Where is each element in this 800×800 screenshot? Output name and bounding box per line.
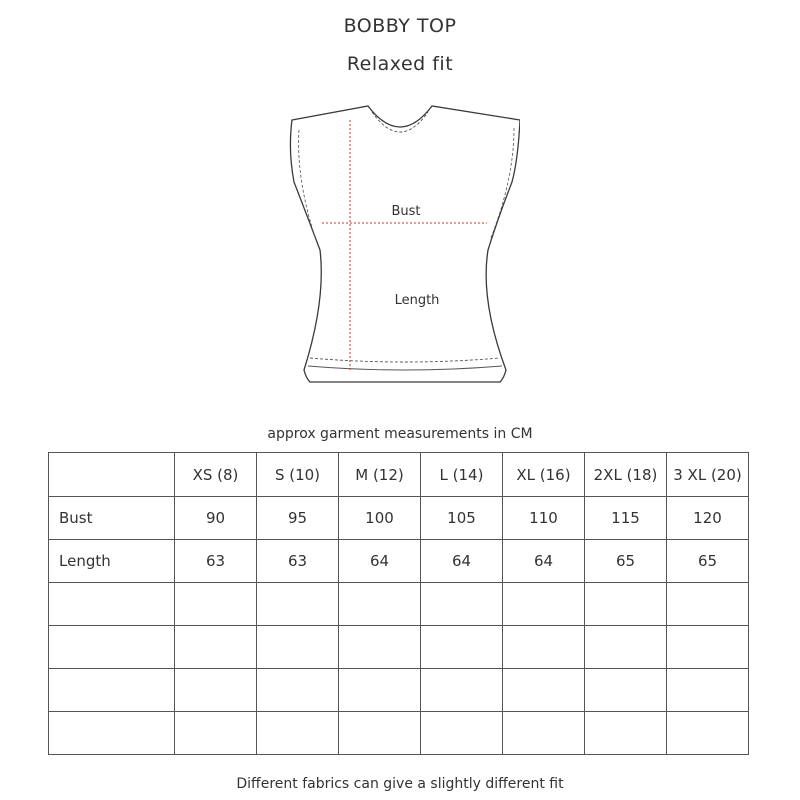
measurement-value-cell: 120	[667, 497, 749, 540]
measurement-value-cell: 65	[667, 540, 749, 583]
header-corner-cell	[49, 453, 175, 497]
measurement-label-cell	[49, 712, 175, 755]
measurement-label-cell: Bust	[49, 497, 175, 540]
measurement-value-cell	[339, 583, 421, 626]
armhole-stitch-right	[490, 128, 514, 240]
measurement-value-cell	[585, 626, 667, 669]
armhole-stitch-left	[299, 130, 316, 240]
measurement-value-cell: 105	[421, 497, 503, 540]
measurement-value-cell	[667, 626, 749, 669]
measurement-value-cell: 63	[175, 540, 257, 583]
measurement-value-cell	[257, 669, 339, 712]
measurement-value-cell: 64	[339, 540, 421, 583]
length-label: Length	[394, 293, 440, 308]
measurement-value-cell: 90	[175, 497, 257, 540]
size-header-cell: L (14)	[421, 453, 503, 497]
measurement-label-cell	[49, 669, 175, 712]
measurement-value-cell	[421, 712, 503, 755]
table-row	[49, 497, 749, 540]
measurement-value-cell	[667, 669, 749, 712]
measurement-value-cell	[667, 583, 749, 626]
measurement-value-cell	[339, 669, 421, 712]
measurement-value-cell: 95	[257, 497, 339, 540]
measurement-value-cell	[175, 712, 257, 755]
measurement-value-cell	[503, 669, 585, 712]
measurement-value-cell	[503, 626, 585, 669]
size-header-cell: 2XL (18)	[585, 453, 667, 497]
table-row	[49, 669, 749, 712]
measurement-value-cell	[257, 626, 339, 669]
measurement-value-cell: 100	[339, 497, 421, 540]
page-title: BOBBY TOP	[343, 15, 457, 37]
measurement-value-cell: 115	[585, 497, 667, 540]
measurement-value-cell	[421, 583, 503, 626]
measurement-value-cell	[503, 712, 585, 755]
measurement-value-cell: 64	[421, 540, 503, 583]
table-caption: approx garment measurements in CM	[267, 426, 533, 442]
size-header-cell: 3 XL (20)	[667, 453, 749, 497]
measurement-value-cell: 65	[585, 540, 667, 583]
top-outline	[290, 106, 520, 382]
fit-note: Different fabrics can give a slightly different fit	[236, 776, 564, 792]
hem-line	[308, 366, 502, 370]
size-header-cell: M (12)	[339, 453, 421, 497]
measurement-value-cell	[421, 669, 503, 712]
table-row	[49, 583, 749, 626]
size-header-cell: XL (16)	[503, 453, 585, 497]
bust-label: Bust	[391, 204, 421, 219]
measurement-label-cell	[49, 583, 175, 626]
measurement-value-cell	[667, 712, 749, 755]
garment-diagram	[280, 100, 520, 390]
hem-stitch	[310, 358, 500, 362]
measurement-value-cell	[585, 583, 667, 626]
measurement-value-cell	[175, 583, 257, 626]
table-row	[49, 626, 749, 669]
page-subtitle: Relaxed fit	[346, 53, 454, 75]
measurement-value-cell	[175, 669, 257, 712]
size-header-cell: XS (8)	[175, 453, 257, 497]
table-header-row	[49, 453, 749, 497]
size-table	[48, 452, 749, 755]
neckline-stitch	[372, 112, 428, 132]
measurement-value-cell	[585, 712, 667, 755]
measurement-value-cell: 63	[257, 540, 339, 583]
measurement-value-cell	[503, 583, 585, 626]
measurement-value-cell	[339, 626, 421, 669]
size-header-cell: S (10)	[257, 453, 339, 497]
measurement-value-cell	[257, 583, 339, 626]
measurement-value-cell	[175, 626, 257, 669]
measurement-value-cell	[339, 712, 421, 755]
measurement-value-cell: 64	[503, 540, 585, 583]
measurement-value-cell	[585, 669, 667, 712]
measurement-value-cell	[257, 712, 339, 755]
measurement-value-cell: 110	[503, 497, 585, 540]
table-row	[49, 540, 749, 583]
table-row	[49, 712, 749, 755]
measurement-value-cell	[421, 626, 503, 669]
measurement-label-cell	[49, 626, 175, 669]
measurement-label-cell: Length	[49, 540, 175, 583]
